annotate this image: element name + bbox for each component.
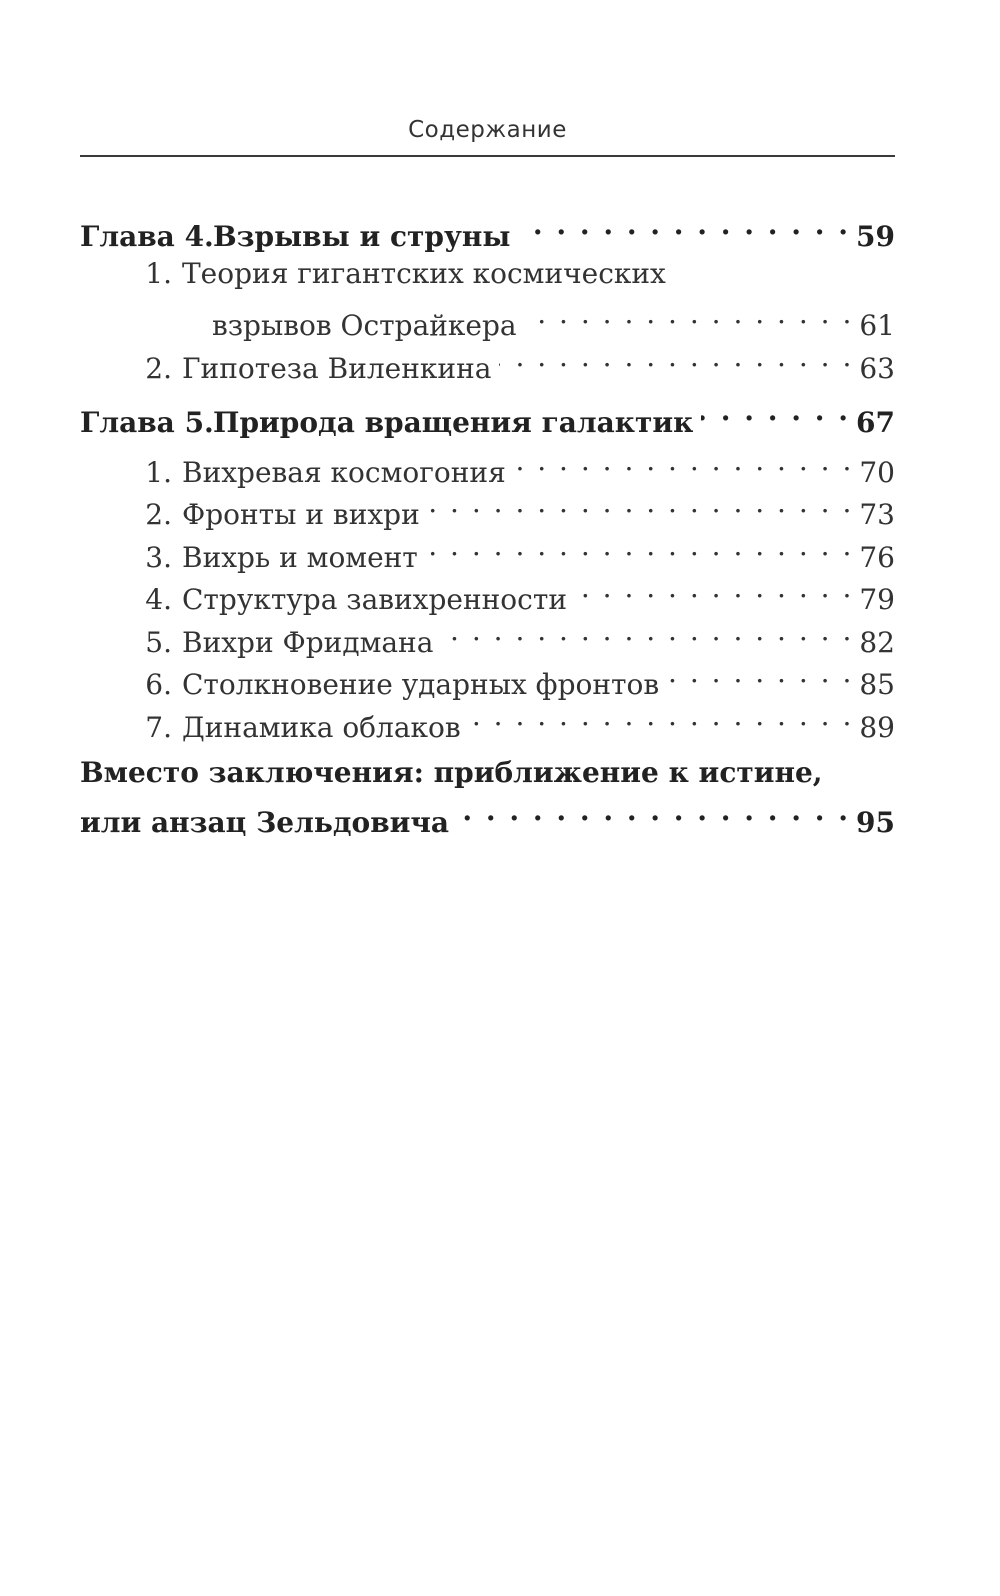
page-number: 70 bbox=[859, 456, 895, 489]
toc-entry-section-5-2[interactable] bbox=[80, 482, 895, 531]
toc-entry-conclusion-line1[interactable] bbox=[80, 752, 895, 794]
section-number: 1. bbox=[145, 257, 172, 290]
dot-leader bbox=[469, 695, 854, 737]
section-number: 1. bbox=[145, 456, 172, 489]
dot-leader bbox=[426, 525, 854, 567]
section-title: Гипотеза Виленкина bbox=[182, 352, 492, 385]
page-number: 89 bbox=[859, 711, 895, 744]
dot-leader bbox=[575, 567, 853, 609]
conclusion-title: Вместо заключения: приближение к истине, bbox=[80, 756, 823, 789]
dot-leader bbox=[457, 790, 850, 832]
chapter-title: Взрывы и струны bbox=[213, 220, 511, 253]
dot-leader bbox=[428, 482, 854, 524]
section-number: 6. bbox=[145, 668, 172, 701]
chapter-title: Природа вращения галактик bbox=[213, 406, 694, 439]
toc-entry-section-5-7[interactable] bbox=[80, 695, 895, 744]
section-number: 3. bbox=[145, 541, 172, 574]
toc-entry-section-5-3[interactable] bbox=[80, 525, 895, 574]
toc-entry-section-5-5[interactable] bbox=[80, 610, 895, 659]
toc-entry-section-5-6[interactable] bbox=[80, 652, 895, 701]
toc-entry-section-5-4[interactable] bbox=[80, 567, 895, 616]
toc-entry-section-4-2[interactable] bbox=[80, 336, 895, 385]
page-number: 67 bbox=[856, 406, 895, 439]
section-title: Столкновение ударных фронтов bbox=[182, 668, 660, 701]
page-number: 76 bbox=[859, 541, 895, 574]
dot-leader bbox=[514, 440, 854, 482]
section-title: Вихревая космогония bbox=[182, 456, 506, 489]
page-number: 82 bbox=[859, 626, 895, 659]
toc-entry-chapter-5[interactable] bbox=[80, 390, 895, 439]
page-number: 73 bbox=[859, 498, 895, 531]
section-number: 2. bbox=[145, 352, 172, 385]
section-title: Структура завихренности bbox=[182, 583, 567, 616]
chapter-number: Глава 4. bbox=[80, 220, 214, 253]
section-number: 5. bbox=[145, 626, 172, 659]
page-number: 59 bbox=[856, 220, 895, 253]
toc-entry-conclusion-line2[interactable] bbox=[80, 790, 895, 839]
table-of-contents bbox=[80, 0, 895, 1596]
section-title: Теория гигантских космических bbox=[182, 257, 666, 290]
dot-leader bbox=[667, 652, 853, 694]
chapter-number: Глава 5. bbox=[80, 406, 214, 439]
section-title: Фронты и вихри bbox=[182, 498, 420, 531]
section-number: 4. bbox=[145, 583, 172, 616]
toc-entry-section-5-1[interactable] bbox=[80, 440, 895, 489]
page-number: 61 bbox=[859, 309, 895, 342]
page-number: 79 bbox=[859, 583, 895, 616]
page-number: 85 bbox=[859, 668, 895, 701]
dot-leader bbox=[441, 610, 853, 652]
page-number: 63 bbox=[859, 352, 895, 385]
dot-leader bbox=[525, 293, 854, 335]
toc-entry-chapter-4[interactable] bbox=[80, 204, 895, 253]
toc-entry-section-4-1-line2[interactable] bbox=[80, 293, 895, 342]
dot-leader bbox=[701, 390, 850, 432]
section-title: Вихрь и момент bbox=[182, 541, 418, 574]
section-title: Динамика облаков bbox=[182, 711, 461, 744]
section-number: 2. bbox=[145, 498, 172, 531]
running-head: Содержание bbox=[408, 117, 567, 143]
dot-leader bbox=[499, 336, 853, 378]
toc-entry-section-4-1-line1[interactable] bbox=[80, 253, 895, 295]
conclusion-title-continued: или анзац Зельдовича bbox=[80, 806, 450, 839]
page-number: 95 bbox=[856, 806, 895, 839]
section-title-continued: взрывов Острайкера bbox=[212, 309, 517, 342]
section-title: Вихри Фридмана bbox=[182, 626, 434, 659]
dot-leader bbox=[518, 204, 850, 246]
section-number: 7. bbox=[145, 711, 172, 744]
